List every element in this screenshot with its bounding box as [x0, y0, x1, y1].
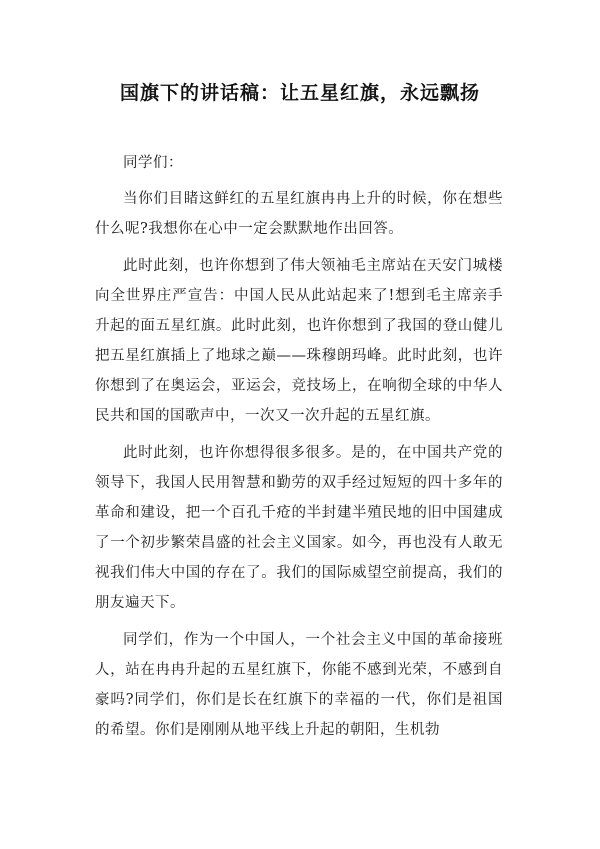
page-title: 国旗下的讲话稿：让五星红旗，永远飘扬	[119, 82, 480, 104]
paragraph: 此时此刻，也许你想得很多很多。是的，在中国共产党的领导下，我国人民用智慧和勤劳的双手经过短短的四十多年的革命和建设，把一个百孔千疮的半封建半殖民地的旧中国建成了一个初步繁荣昌盛的社会主义国家。如今，再也没有人敢无视我们伟大中国的存在了。我们的国际威望空前提高，我们的朋友遍天下。	[95, 445, 503, 611]
salutation: 同学们：	[123, 155, 183, 171]
paragraph: 同学们，作为一个中国人，一个社会主义中国的革命接班人，站在冉冉升起的五星红旗下，你能不感到光荣，不感到自豪吗?同学们，你们是长在红旗下的幸福的一代，你们是祖国的希望。你们是刚刚从地平线上升起的朝阳，生机勃	[95, 632, 503, 738]
paragraph: 此时此刻，也许你想到了伟大领袖毛主席站在天安门城楼向全世界庄严宣告：中国人民从此站起来了!想到毛主席亲手升起的面五星红旗。此时此刻，也许你想到了我国的登山健儿把五星红旗插上了地球之巅——珠穆朗玛峰。此时此刻，也许你想到了在奥运会，亚运会，竞技场上，在响彻全球的中华人民共和国的国歌声中，一次又一次升起的五星红旗。	[95, 258, 503, 424]
document-body	[95, 148, 503, 752]
paragraph: 当你们目睹这鲜红的五星红旗冉冉上升的时候，你在想些什么呢?我想你在心中一定会默默地作出回答。	[95, 191, 503, 237]
